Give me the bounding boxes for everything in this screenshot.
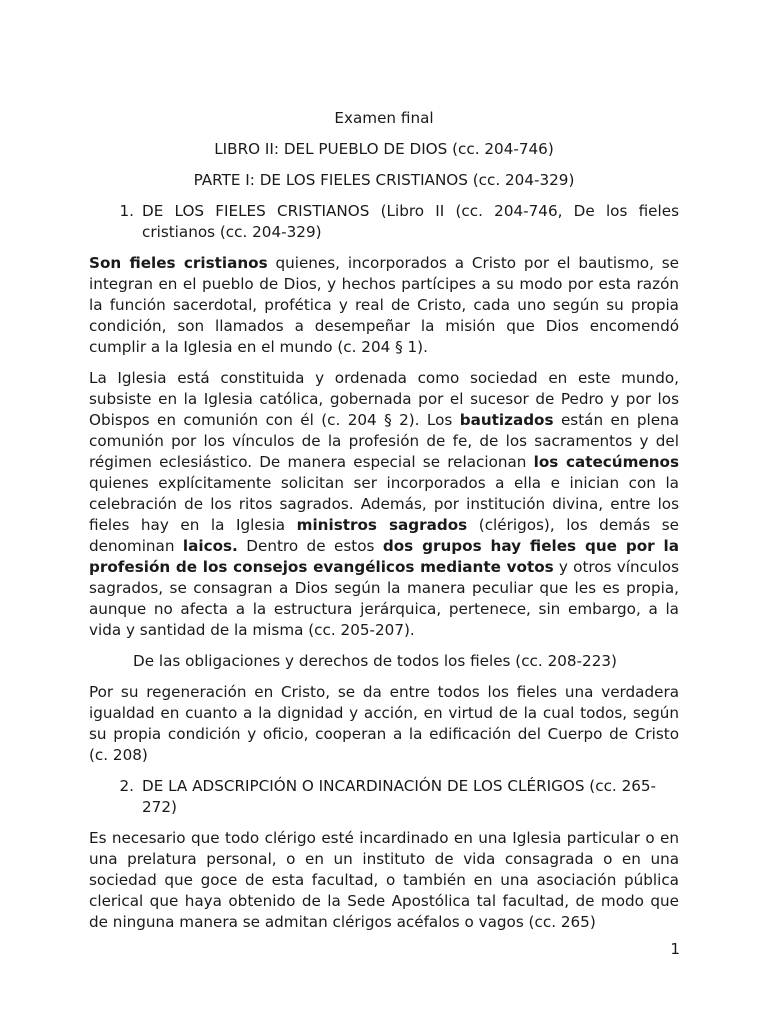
document-page xyxy=(89,108,679,943)
paragraph-text: quienes, incorporados a Cristo por el bautismo, se integran en el pueblo de Dios, y hechos partícipes a su modo por esta razón la función sacerdotal, profética y real de Cristo, cada uno según su propia condición, son llamados a desempeñar la misión que Dios encomendó cumplir a la Iglesia en el mundo (c. 204 § 1). xyxy=(89,254,680,356)
libro-heading: LIBRO II: DEL PUEBLO DE DIOS (cc. 204-746) xyxy=(214,140,554,158)
list-item-text: DE LA ADSCRIPCIÓN O INCARDINACIÓN DE LOS CLÉRIGOS (cc. 265-272) xyxy=(142,777,657,816)
paragraph-regeneracion: Por su regeneración en Cristo, se da entre todos los fieles una verdadera igualdad en cuanto a la dignidad y acción, en virtud de la cual todos, según su propia condición y oficio, cooperan a la edificación del Cuerpo de Cristo (c. 208) xyxy=(89,683,679,764)
paragraph-text: (clérigos), los demás se denominan xyxy=(89,516,679,555)
bold-term: ministros sagrados xyxy=(296,516,468,534)
subheading-obligaciones: De las obligaciones y derechos de todos los fieles (cc. 208-223) xyxy=(133,652,617,670)
paragraph-text: Dentro de estos xyxy=(237,537,383,555)
bold-term: los catecúmenos xyxy=(533,453,679,471)
paragraph-text: están en plena comunión por los vínculos de la profesión de fe, de los sacramentos y del régimen eclesiástico. De manera especial se relacionan xyxy=(89,411,679,471)
paragraph-incardinacion: Es necesario que todo clérigo esté incardinado en una Iglesia particular o en una prelatura personal, o en un instituto de vida consagrada o en una sociedad que goce de esta facultad, o también en una asociación pública clerical que haya obtenido de la Sede Apostólica tal facultad, de modo que de ninguna manera se admitan clérigos acéfalos o vagos (cc. 265) xyxy=(89,829,679,931)
paragraph-text: La Iglesia está constituida y ordenada como sociedad en este mundo, subsiste en la Iglesia católica, gobernada por el sucesor de Pedro y por los Obispos en comunión con él (c. 204 § 2). Los xyxy=(89,369,679,429)
paragraph-iglesia xyxy=(89,368,679,641)
list-item-1 xyxy=(89,201,679,243)
bold-term: laicos. xyxy=(182,537,238,555)
paragraph-fieles-cristianos xyxy=(89,253,679,358)
list-item-2 xyxy=(89,776,679,818)
bold-term: Son fieles cristianos xyxy=(89,254,268,272)
bold-term: bautizados xyxy=(459,411,554,429)
paragraph-text: quienes explícitamente solicitan ser incorporados a ella e inician con la celebración de los ritos sagrados. Además, por institución divina, entre los fieles hay en la Iglesia xyxy=(89,474,679,534)
document-title: Examen final xyxy=(334,109,434,127)
list-item-text: DE LOS FIELES CRISTIANOS (Libro II (cc. 204-746, De los fieles cristianos (cc. 204-329) xyxy=(142,202,679,241)
parte-heading: PARTE I: DE LOS FIELES CRISTIANOS (cc. 204-329) xyxy=(193,171,575,189)
page-number: 1 xyxy=(670,940,680,958)
list-number: 1. xyxy=(119,202,134,220)
list-number: 2. xyxy=(119,777,134,795)
bold-term: dos grupos hay fieles que por la profesión de los consejos evangélicos mediante votos xyxy=(89,537,679,576)
paragraph-text: y otros vínculos sagrados, se consagran a Dios según la manera peculiar que les es propia, aunque no afecta a la estructura jerárquica, pertenece, sin embargo, a la vida y santidad de la misma (cc. 205-207). xyxy=(89,558,679,639)
